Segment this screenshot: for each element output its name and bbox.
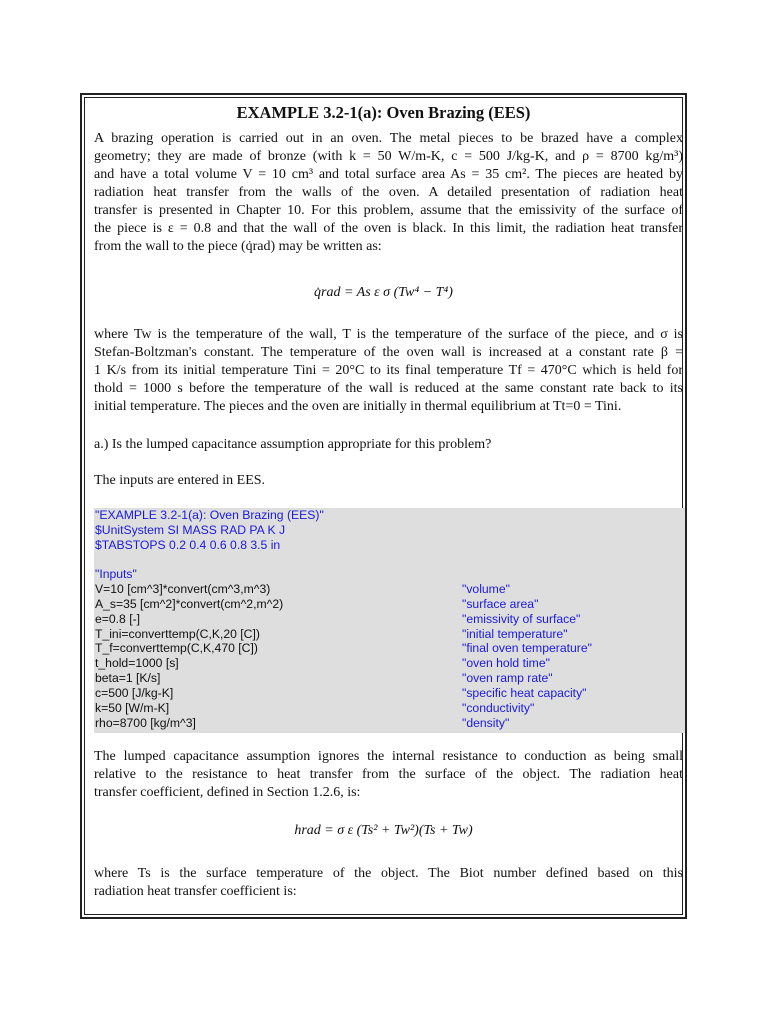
code-comment: "oven ramp rate": [462, 671, 553, 685]
where-line: 1 K/s from its initial temperature Tini = 20°C to its final temperature Tf = 470°C which is held for: [94, 363, 683, 378]
lumped-paragraph: [94, 748, 683, 802]
intro-line: from the wall to the piece (q̇rad) may be written as:: [94, 239, 382, 254]
lumped-line: relative to the resistance to heat transfer from the surface of the object. The radiation heat: [94, 767, 683, 782]
biot-line: where Ts is the surface temperature of the object. The Biot number defined based on this: [94, 866, 683, 881]
intro-line: and have a total volume V = 10 cm³ and total surface area As = 35 cm². The pieces are heated by: [94, 167, 683, 182]
code-line: T_f=converttemp(C,K,470 [C]): [95, 641, 258, 655]
code-line: A_s=35 [cm^2]*convert(cm^2,m^2): [95, 597, 284, 611]
code-comment: "specific heat capacity": [462, 686, 587, 700]
code-line: V=10 [cm^3]*convert(cm^3,m^3): [95, 582, 271, 596]
intro-line: geometry; they are made of bronze (with k = 50 W/m-K, c = 500 J/kg-K, and ρ = 8700 kg/m³): [94, 149, 683, 164]
question-a-text: a.) Is the lumped capacitance assumption appropriate for this problem?: [94, 437, 492, 452]
intro-paragraph: [94, 130, 683, 256]
intro-line: A brazing operation is carried out in an oven. The metal pieces to be brazed have a complex: [94, 131, 683, 146]
where-line: thold = 1000 s before the temperature of the wall is reduced at the same constant rate back to its: [94, 381, 683, 396]
hrad-equation: hrad = σ ε (Ts² + Tw²)(Ts + Tw): [294, 823, 473, 838]
biot-line: radiation heat transfer coefficient is:: [94, 884, 297, 899]
intro-line: radiation heat transfer from the walls of the oven. A detailed presentation of radiation heat: [94, 185, 683, 200]
where-line: Stefan-Boltzman's constant. The temperature of the oven wall is increased at a constant rate β =: [94, 345, 683, 360]
radiation-equation: q̇rad = As ε σ (Tw⁴ − T⁴): [314, 285, 453, 300]
code-line: e=0.8 [-]: [95, 612, 141, 626]
code-header-line: $UnitSystem SI MASS RAD PA K J: [95, 523, 286, 537]
code-comment: "final oven temperature": [462, 641, 592, 655]
code-comment: "emissivity of surface": [462, 612, 581, 626]
code-line: T_ini=converttemp(C,K,20 [C]): [95, 627, 260, 641]
where-paragraph: [94, 326, 683, 416]
code-line: k=50 [W/m-K]: [95, 701, 170, 715]
inputs-intro-text: The inputs are entered in EES.: [94, 473, 266, 488]
inputs-intro: [94, 472, 683, 490]
code-header-line: "EXAMPLE 3.2-1(a): Oven Brazing (EES)": [95, 508, 324, 522]
lumped-line: The lumped capacitance assumption ignores the internal resistance to conduction as being small: [94, 749, 683, 764]
intro-line: transfer is presented in Chapter 10. For this problem, assume that the emissivity of the surface of: [94, 203, 683, 218]
intro-line: the piece is ε = 0.8 and that the wall of the oven is black. In this limit, the radiation heat transfer: [94, 221, 683, 236]
lumped-line: transfer coefficient, defined in Section 1.2.6, is:: [94, 785, 361, 800]
biot-paragraph: [94, 865, 683, 901]
example-frame: [80, 93, 687, 919]
code-comment: "oven hold time": [462, 656, 550, 670]
where-line: where Tw is the temperature of the wall, T is the temperature of the surface of the piece, and σ is: [94, 327, 683, 342]
code-header-line: $TABSTOPS 0.2 0.4 0.6 0.8 3.5 in: [95, 538, 281, 552]
example-title: EXAMPLE 3.2-1(a): Oven Brazing (EES): [236, 103, 531, 122]
example-inner-border: [84, 97, 683, 915]
question-a: [94, 436, 683, 454]
code-comment: "density": [462, 716, 510, 730]
code-comment: "surface area": [462, 597, 539, 611]
code-inputs-label: "Inputs": [95, 567, 137, 581]
code-comment: "initial temperature": [462, 627, 568, 641]
ees-code-block: [94, 508, 685, 733]
code-line: rho=8700 [kg/m^3]: [95, 716, 196, 730]
where-line: initial temperature. The pieces and the oven are initially in thermal equilibrium at Tt=0 = Tini.: [94, 399, 622, 414]
code-line: c=500 [J/kg-K]: [95, 686, 174, 700]
code-comment: "conductivity": [462, 701, 535, 715]
code-line: beta=1 [K/s]: [95, 671, 161, 685]
code-line: t_hold=1000 [s]: [95, 656, 179, 670]
code-comment: "volume": [462, 582, 510, 596]
